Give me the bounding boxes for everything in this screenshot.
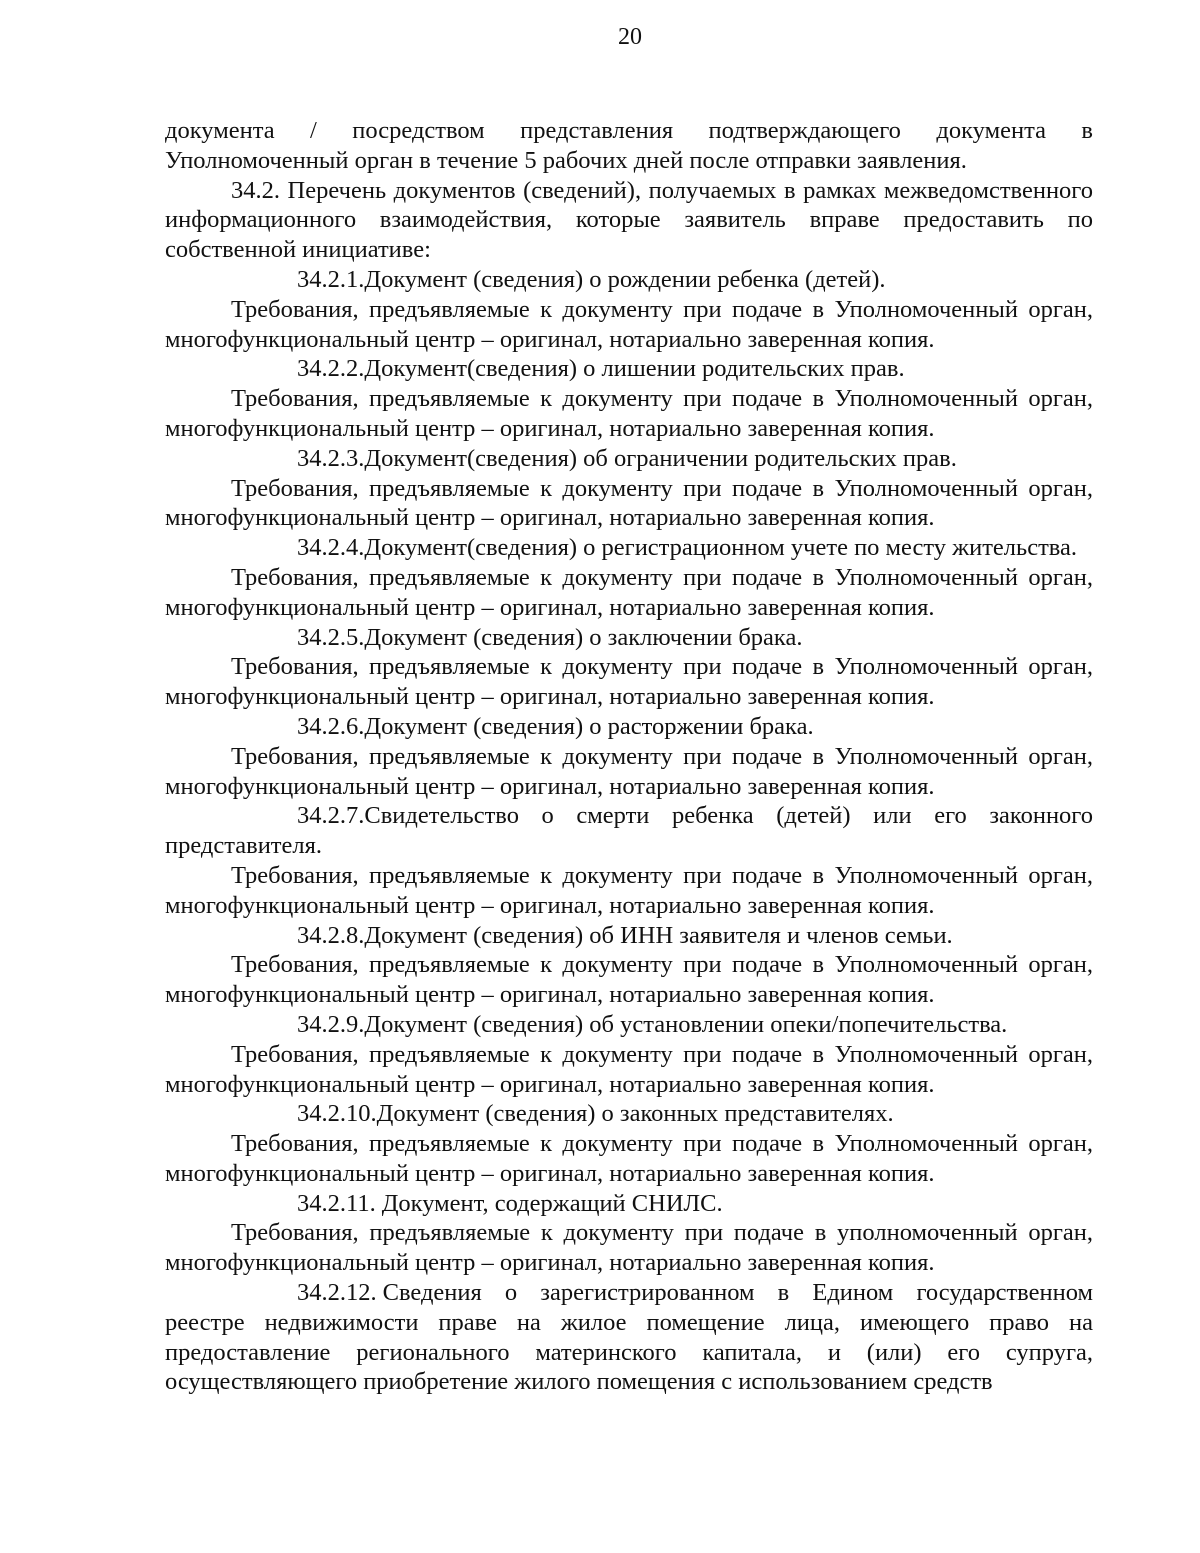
paragraph: [165, 1218, 1093, 1278]
paragraph-text: Требования, предъявляемые к документу при подаче в Уполномоченный орган, многофункциональный центр – оригинал, нотариально заверенная копия.: [165, 563, 1093, 621]
paragraph: [165, 116, 1093, 176]
paragraph-text: Требования, предъявляемые к документу при подаче в Уполномоченный орган, многофункциональный центр – оригинал, нотариально заверенная копия.: [165, 1130, 1093, 1187]
paragraph: [165, 861, 1093, 921]
item-number: 34.2.1.: [297, 265, 365, 293]
paragraph-text: Требования, предъявляемые к документу при подаче в Уполномоченный орган, многофункциональный центр – оригинал, нотариально заверенная копия.: [165, 861, 1093, 919]
paragraph-text: Документ (сведения) о рождении ребенка (детей).: [364, 265, 886, 293]
paragraph-text: Требования, предъявляемые к документу при подаче в Уполномоченный орган, многофункциональный центр – оригинал, нотариально заверенная копия.: [165, 385, 1093, 442]
paragraph-text: Документ(сведения) об ограничении родительских прав.: [364, 444, 957, 472]
paragraph: [165, 1129, 1093, 1189]
paragraph-text: Требования, предъявляемые к документу при подаче в Уполномоченный орган, многофункциональный центр – оригинал, нотариально заверенная копия.: [165, 951, 1093, 1009]
paragraph: [165, 176, 1093, 265]
paragraph: [165, 384, 1093, 444]
list-item: [165, 921, 1093, 951]
paragraph-text: Документ (сведения) о заключении брака.: [364, 623, 803, 651]
item-number: 34.2.8.: [297, 921, 365, 949]
paragraph-text: 34.2. Перечень документов (сведений), получаемых в рамках межведомственного информационного взаимодействия, которые заявитель вправе предоставить по собственной инициативе:: [165, 176, 1093, 264]
item-number: 34.2.10.: [297, 1100, 377, 1128]
list-item: [165, 1099, 1093, 1129]
paragraph-text: документа / посредством представления подтверждающего документа в Уполномоченный орган в течение 5 рабочих дней после отправки заявления.: [165, 117, 1093, 174]
list-item: [165, 1189, 1093, 1219]
paragraph-text: Документ(сведения) о лишении родительских прав.: [364, 355, 905, 383]
list-item: [165, 265, 1093, 295]
paragraph-text: Документ, содержащий СНИЛС.: [381, 1189, 723, 1217]
paragraph-text: Требования, предъявляемые к документу при подаче в Уполномоченный орган, многофункциональный центр – оригинал, нотариально заверенная копия.: [165, 742, 1093, 800]
list-item: [165, 533, 1093, 563]
paragraph: [165, 652, 1093, 712]
paragraph-text: Документ(сведения) о регистрационном учете по месту жительства.: [364, 534, 1078, 562]
list-item: [165, 801, 1093, 861]
item-number: 34.2.4.: [297, 534, 365, 562]
paragraph: [165, 950, 1093, 1010]
paragraph-text: Требования, предъявляемые к документу при подаче в Уполномоченный орган, многофункциональный центр – оригинал, нотариально заверенная копия.: [165, 1040, 1093, 1098]
page-number: 20: [618, 24, 642, 50]
paragraph-text: Требования, предъявляемые к документу при подаче в Уполномоченный орган, многофункциональный центр – оригинал, нотариально заверенная копия.: [165, 653, 1093, 711]
list-item: [165, 712, 1093, 742]
item-number: 34.2.9.: [297, 1010, 365, 1038]
paragraph: [165, 563, 1093, 623]
item-number: 34.2.5.: [297, 623, 365, 651]
paragraph-text: Сведения о зарегистрированном в Едином государственном реестре недвижимости праве на жилое помещение лица, имеющего право на предоставление регионального материнского капитала, и (или) его супруга, осуществляющего приобретение жилого помещения с использованием средств: [165, 1279, 1093, 1396]
list-item: [165, 354, 1093, 384]
document-body: [165, 116, 1093, 1397]
item-number: 34.2.3.: [297, 444, 365, 472]
paragraph: [165, 295, 1093, 355]
list-item: [165, 1278, 1093, 1397]
paragraph: [165, 474, 1093, 534]
list-item: [165, 1010, 1093, 1040]
item-number: 34.2.6.: [297, 712, 365, 740]
list-item: [165, 444, 1093, 474]
paragraph-text: Свидетельство о смерти ребенка (детей) или его законного представителя.: [165, 802, 1093, 860]
paragraph: [165, 742, 1093, 802]
paragraph-text: Требования, предъявляемые к документу при подаче в Уполномоченный орган, многофункциональный центр – оригинал, нотариально заверенная копия.: [165, 295, 1093, 353]
paragraph-text: Документ (сведения) о законных представителях.: [376, 1100, 894, 1128]
item-number: 34.2.11.: [297, 1189, 376, 1217]
list-item: [165, 623, 1093, 653]
paragraph-text: Требования, предъявляемые к документу при подаче в уполномоченный орган, многофункциональный центр – оригинал, нотариально заверенная копия.: [165, 1219, 1093, 1277]
item-number: 34.2.2.: [297, 355, 365, 383]
item-number: 34.2.7.: [297, 802, 365, 830]
paragraph-text: Документ (сведения) о расторжении брака.: [364, 712, 814, 740]
paragraph-text: Требования, предъявляемые к документу при подаче в Уполномоченный орган, многофункциональный центр – оригинал, нотариально заверенная копия.: [165, 474, 1093, 532]
paragraph-text: Документ (сведения) об установлении опеки/попечительства.: [364, 1010, 1008, 1038]
paragraph: [165, 1040, 1093, 1100]
item-number: 34.2.12.: [297, 1279, 377, 1307]
paragraph-text: Документ (сведения) об ИНН заявителя и членов семьи.: [364, 921, 953, 949]
